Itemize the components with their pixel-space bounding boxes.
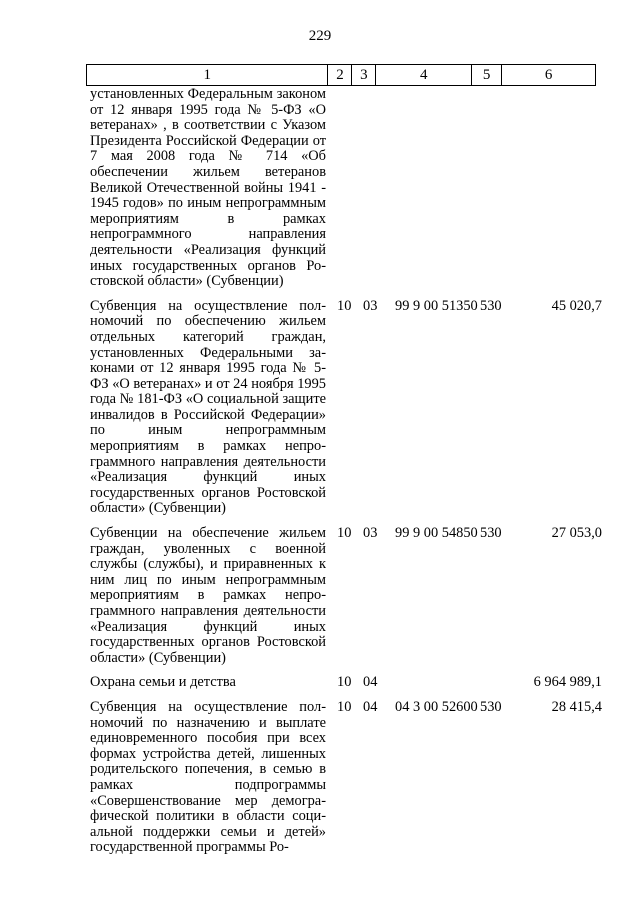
row-subsection: 04 (363, 698, 378, 715)
row-amount: 45 020,7 (551, 297, 602, 314)
row-section: 10 (337, 297, 352, 314)
header-col-6: 6 (502, 65, 596, 86)
table-row (90, 87, 602, 290)
row-description: Субвенция на осуществление полномочий по назначению и выплате единовременного пособия при всех формах устройства детей, лишенных родительского попечения, в семью в рамках подпрограммы «Совершенствование мер демографической политики в области социальной поддержки семьи и детей» государственной программы Ро- (90, 698, 326, 856)
row-section: 10 (337, 674, 352, 691)
row-target-code: 99 9 00 54850 (395, 525, 478, 542)
header-col-2: 2 (328, 65, 352, 86)
row-description: установленных Федеральным законом от 12 января 1995 года № 5-ФЗ «О ветеранах» , в соответствии с Указом Президента Российской Федерации от 7 мая 2008 года № 714 «Об обеспечении жильем ветеранов Великой Отечественной войны 1941 - 1945 годов» по иным непрограммным мероприятиям в рамках непрограммного направления деятельности «Реализация функций иных государственных органов Ростовской области» (Субвенции) (90, 86, 326, 290)
row-section: 10 (337, 525, 352, 542)
row-description: Охрана семьи и детства (90, 674, 236, 691)
row-expense-type: 530 (480, 297, 502, 314)
table-body (90, 87, 602, 865)
page-number: 229 (308, 28, 332, 44)
row-subsection: 04 (363, 674, 378, 691)
row-amount: 6 964 989,1 (533, 674, 602, 691)
row-expense-type: 530 (480, 698, 502, 715)
header-col-1: 1 (87, 65, 328, 86)
table-row (90, 675, 602, 691)
row-subsection: 03 (363, 525, 378, 542)
row-amount: 28 415,4 (551, 698, 602, 715)
table-row (90, 299, 602, 517)
row-subsection: 03 (363, 297, 378, 314)
row-target-code: 99 9 00 51350 (395, 297, 478, 314)
row-target-code: 04 3 00 52600 (395, 698, 478, 715)
row-section: 10 (337, 698, 352, 715)
row-description: Субвенция на осуществление полномочий по обеспечению жильем отдельных категорий граждан, установленных Федеральными законами от 12 января 1995 года № 5-ФЗ «О ветеранах» и от 24 ноября 1995 года № 181-ФЗ «О социальной защите инвалидов в Российской Федерации» по иным непрограммным мероприятиям в рамках непрограммного направления деятельности «Реализация функций иных государственных органов Ростовской области» (Субвенции) (90, 297, 326, 517)
table-row (90, 526, 602, 666)
row-amount: 27 053,0 (551, 525, 602, 542)
header-col-5: 5 (472, 65, 502, 86)
table-row (90, 700, 602, 856)
table-header (86, 64, 596, 86)
row-description: Субвенции на обеспечение жильем граждан, уволенных с военной службы (службы), и приравненных к ним лиц по иным непрограммным мероприятиям в рамках непрограммного направления деятельности «Реализация функций иных государственных органов Ростовской области» (Субвенции) (90, 525, 326, 666)
row-expense-type: 530 (480, 525, 502, 542)
header-col-3: 3 (352, 65, 376, 86)
header-col-4: 4 (376, 65, 472, 86)
